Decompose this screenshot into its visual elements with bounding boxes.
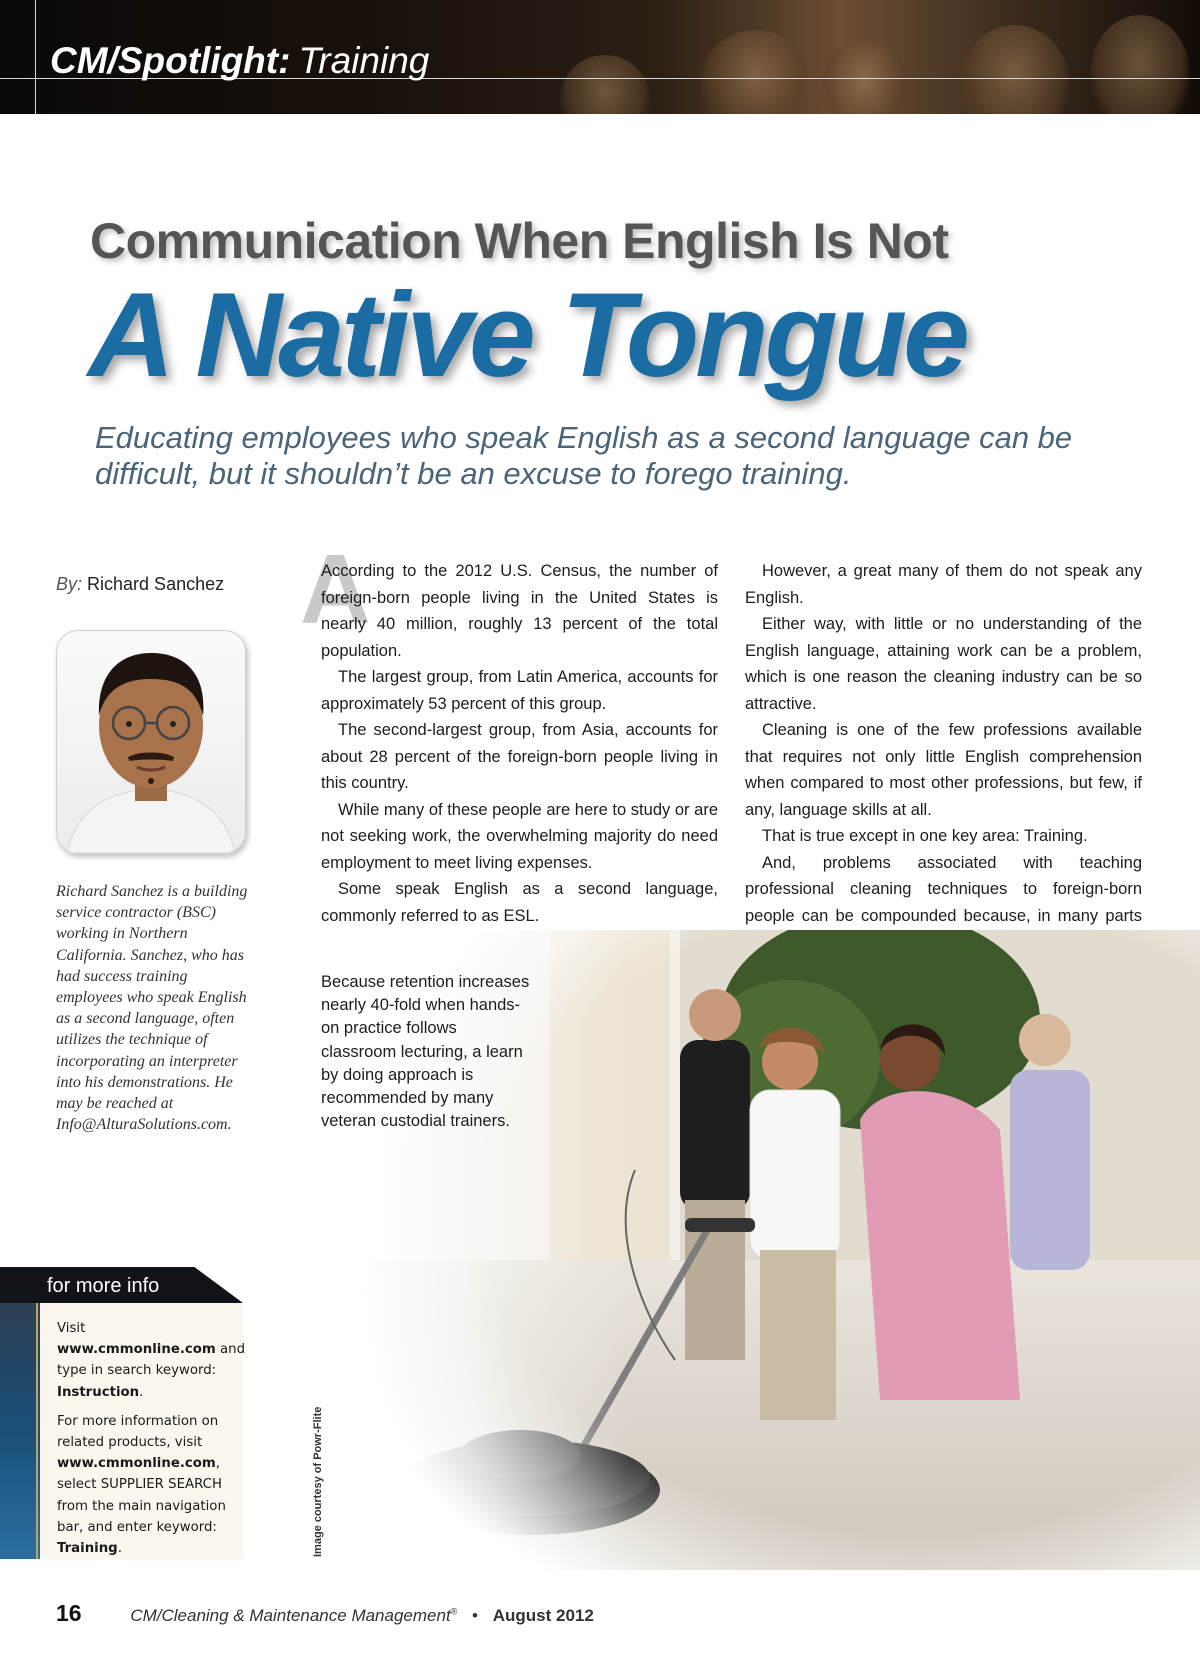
info-box-text <box>57 1318 247 1567</box>
section-title <box>50 40 429 82</box>
info-text: . <box>117 1541 122 1557</box>
body-paragraph: While many of these people are here to study or are not seeking work, the overwhelming majority do need employment to meet living expenses. <box>321 800 718 872</box>
byline-author: Richard Sanchez <box>87 574 225 594</box>
info-box-title: for more info <box>47 1275 160 1297</box>
info-paragraph-2 <box>57 1411 247 1559</box>
body-column-2 <box>745 558 1142 956</box>
headline-line-2: A Native Tongue <box>88 268 966 402</box>
pull-quote: Because retention increases nearly 40-fold when hands-on practice follows classroom lecturing, a learn by doing approach is recommended by many veteran custodial trainers. <box>321 973 530 1131</box>
info-text: Visit <box>57 1321 86 1336</box>
page-number: 16 <box>56 1600 82 1626</box>
info-text: . <box>139 1384 144 1400</box>
registered-mark: ® <box>450 1606 458 1617</box>
page-footer <box>56 1600 594 1627</box>
body-paragraph: According to the 2012 U.S. Census, the number of foreign-born people living in the United States is nearly 40 million, roughly 13 percent of the total population. <box>321 562 718 660</box>
header-rule-vertical <box>35 0 36 114</box>
body-paragraph: Some speak English as a second language, commonly referred to as ESL. <box>321 880 718 925</box>
magazine-name: CM/Cleaning & Maintenance Management <box>130 1606 451 1625</box>
body-paragraph: Either way, with little or no understanding of the English language, attaining work can be a problem, which is one reason the cleaning industry can be so attractive. <box>745 615 1142 713</box>
headline-line-1: Communication When English Is Not <box>90 213 949 269</box>
body-paragraph: The second-largest group, from Asia, accounts for about 28 percent of the foreign-born people living in this country. <box>321 721 718 792</box>
info-keyword: Training <box>57 1541 118 1557</box>
byline-label: By: <box>56 574 83 594</box>
body-paragraph: And, problems associated with teaching professional cleaning techniques to foreign-born people can be compounded because, in many parts <box>745 853 1142 925</box>
info-text: For more information on related products, visit <box>57 1413 219 1451</box>
footer-separator: • <box>472 1606 478 1625</box>
info-keyword: Instruction <box>57 1384 140 1400</box>
photo-credit: Image courtesy of Powr-Flite <box>312 1406 324 1557</box>
body-paragraph: However, a great many of them do not speak any English. <box>745 562 1142 607</box>
section-title-bold: CM/Spotlight: <box>50 40 291 81</box>
body-paragraph: Cleaning is one of the few professions available that requires not only little English comprehension when compared to most other professions, but few, if any, language skills at all. <box>745 721 1142 819</box>
info-box-sidebar <box>0 1303 40 1559</box>
info-link[interactable]: www.cmmonline.com <box>57 1456 216 1472</box>
info-text: , select SUPPLIER SEARCH from the main navigation bar, and enter keyword: <box>57 1456 226 1535</box>
body-column-1 <box>321 558 718 929</box>
author-photo <box>56 630 246 854</box>
author-bio: Richard Sanchez is a building service contractor (BSC) working in Northern California. Sanchez, who has had success training employees who speak English as a second language, often utilizes the technique of incorporating an interpreter into his demonstrations. He may be reached at Info@AlturaSolutions.com. <box>56 883 248 1134</box>
author-portrait-image <box>57 631 245 853</box>
body-paragraph: That is true except in one key area: Training. <box>762 827 1088 845</box>
section-title-topic: Training <box>298 40 430 81</box>
body-paragraph: The largest group, from Latin America, accounts for approximately 53 percent of this group. <box>321 668 718 713</box>
drop-cap: A <box>300 534 371 644</box>
info-text: and type in search keyword: <box>57 1342 246 1379</box>
info-paragraph-1 <box>57 1318 247 1403</box>
issue-date: August 2012 <box>492 1606 594 1625</box>
article-deck: Educating employees who speak English as a second language can be difficult, but it shouldn’t be an excuse to forego training. <box>95 420 1073 491</box>
byline <box>56 574 224 595</box>
section-header-band <box>0 0 1200 114</box>
info-link[interactable]: www.cmmonline.com <box>57 1342 216 1358</box>
